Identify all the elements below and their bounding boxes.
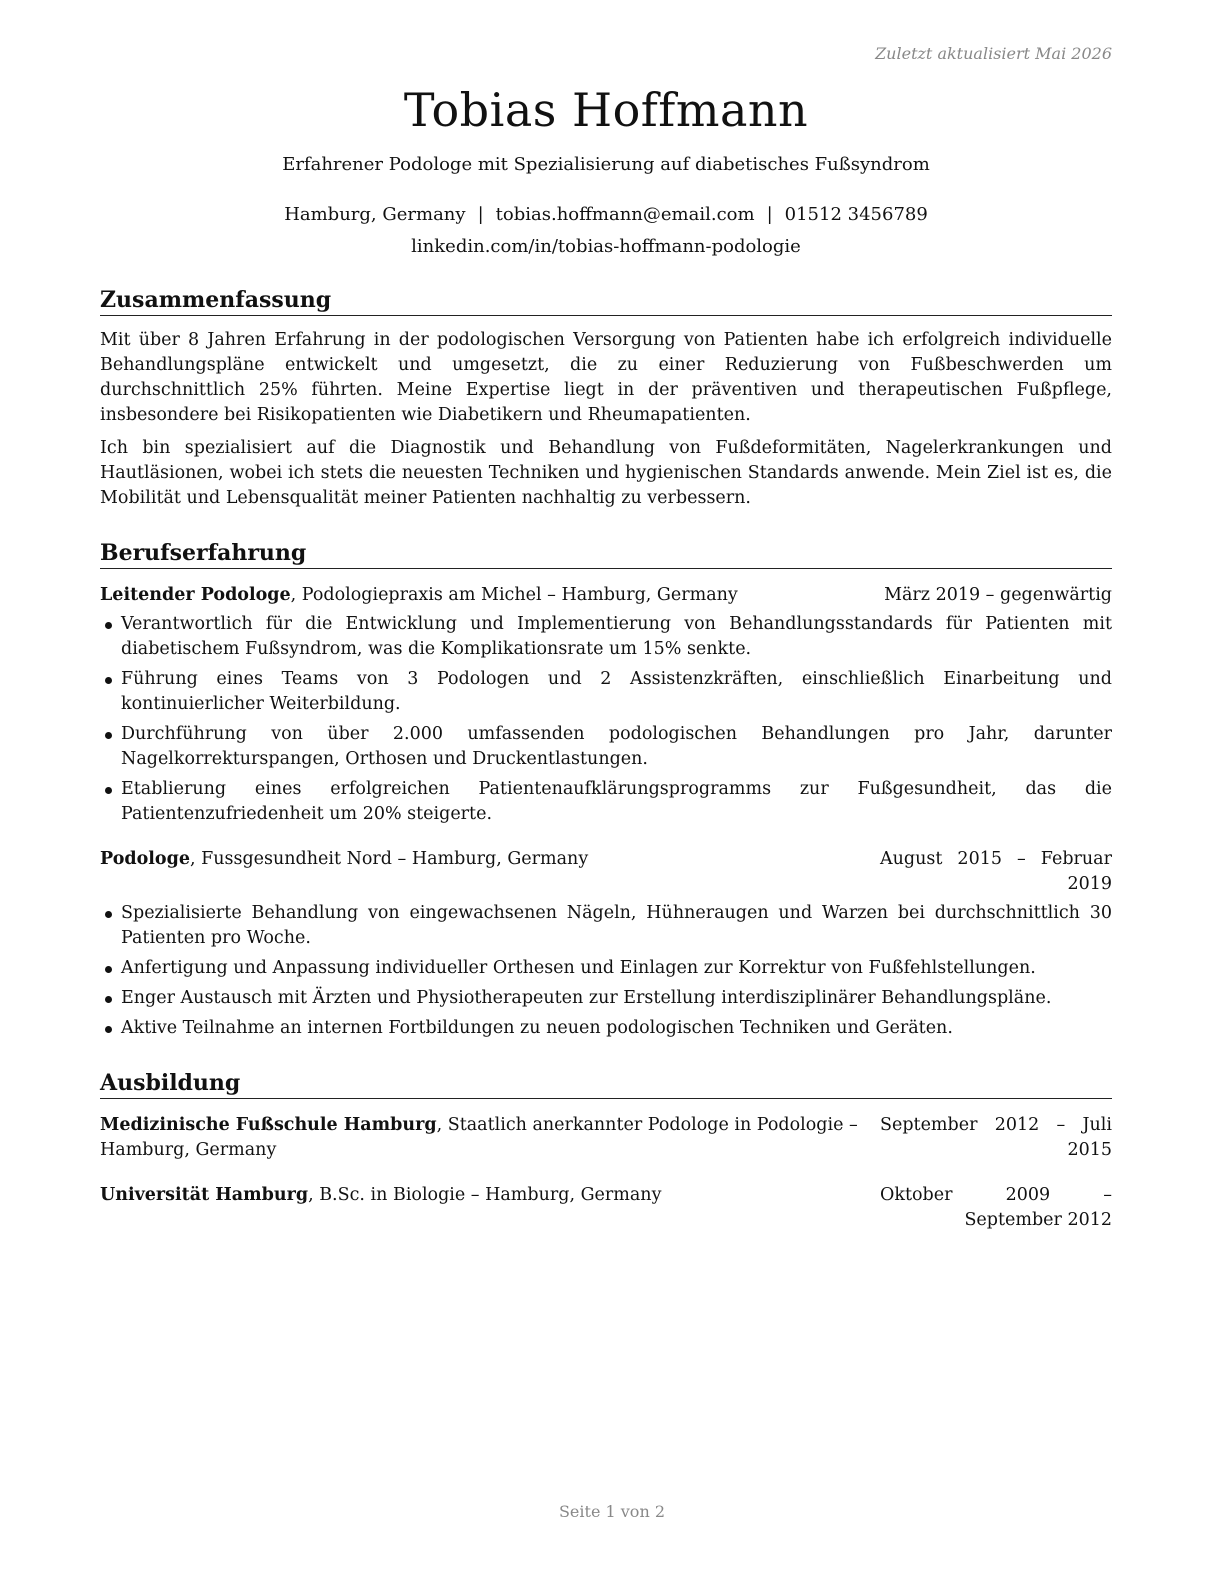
- job-header: [100, 847, 1112, 897]
- list-item: Enger Austausch mit Ärzten und Physiotherapeuten zur Erstellung interdisziplinärer Behandlungspläne.: [100, 986, 1112, 1011]
- education-title-line: [100, 1183, 874, 1233]
- list-item: Etablierung eines erfolgreichen Patientenaufklärungsprogramms zur Fußgesundheit, das die Patientenzufriedenheit um 20% steigerte.: [100, 777, 1112, 827]
- list-item: Spezialisierte Behandlung von eingewachsenen Nägeln, Hühneraugen und Warzen bei durchschnittlich 30 Patienten pro Woche.: [100, 901, 1112, 951]
- job-entry: [100, 847, 1112, 1041]
- education-degree: , B.Sc. in Biologie – Hamburg, Germany: [308, 1185, 662, 1205]
- page-number: Seite 1 von 2: [558, 1502, 666, 1521]
- education-entry: [100, 1183, 1112, 1233]
- education-school: Medizinische Fußschule Hamburg: [100, 1115, 437, 1135]
- education-degree: , Staatlich anerkannter Podologe in Podologie – Hamburg, Germany: [100, 1115, 858, 1160]
- section-heading-experience: Berufserfahrung: [100, 539, 1112, 569]
- job-entry: [100, 583, 1112, 827]
- job-title-line: [100, 583, 878, 608]
- contact-line: [100, 200, 1112, 230]
- summary-paragraph: Ich bin spezialisiert auf die Diagnostik und Behandlung von Fußdeformitäten, Nagelerkrankungen und Hautläsionen, wobei ich stets die neuesten Techniken und hygienischen Standards anwende. Mein Ziel ist es, die Mobilität und Lebensqualität meiner Patienten nachhaltig zu verbessern.: [100, 438, 1112, 508]
- education-title-line: [100, 1113, 874, 1163]
- job-dates: August 2015 – Februar 2019: [880, 849, 1112, 894]
- list-item: Anfertigung und Anpassung individueller Orthesen und Einlagen zur Korrektur von Fußfehlstellungen.: [100, 956, 1112, 981]
- resume-page: [100, 40, 1112, 1233]
- job-bullets: [100, 612, 1112, 827]
- education-header: [100, 1113, 1112, 1163]
- candidate-name: Tobias Hoffmann: [403, 83, 809, 137]
- list-item: Durchführung von über 2.000 umfassenden podologischen Behandlungen pro Jahr, darunter Nagelkorrekturspangen, Orthosen und Druckentlastungen.: [100, 722, 1112, 772]
- contact-email[interactable]: tobias.hoffmann@email.com: [495, 204, 755, 225]
- job-dates: März 2019 – gegenwärtig: [884, 585, 1112, 605]
- contact-location: Hamburg, Germany: [284, 204, 466, 225]
- list-item: Führung eines Teams von 3 Podologen und 2 Assistenzkräften, einschließlich Einarbeitung und kontinuierlicher Weiterbildung.: [100, 667, 1112, 717]
- education-dates: Oktober 2009 – September 2012: [880, 1185, 1112, 1230]
- summary-paragraph: Mit über 8 Jahren Erfahrung in der podologischen Versorgung von Patienten habe ich erfolgreich individuelle Behandlungspläne entwickelt und umgesetzt, die zu einer Reduzierung von Fußbeschwerden um durchschnittlich 25% führten. Meine Expertise liegt in der präventiven und therapeutischen Fußpflege, insbesondere bei Risikopatienten wie Diabetikern und Rheumapatienten.: [100, 330, 1112, 425]
- education-header: [100, 1183, 1112, 1233]
- contact-linkedin[interactable]: linkedin.com/in/tobias-hoffmann-podologie: [411, 236, 801, 257]
- education-dates: September 2012 – Juli 2015: [880, 1115, 1112, 1160]
- job-employer: , Fussgesundheit Nord – Hamburg, Germany: [189, 849, 589, 869]
- job-employer: , Podologiepraxis am Michel – Hamburg, Germany: [290, 585, 738, 605]
- job-header: [100, 583, 1112, 608]
- job-bullets: [100, 901, 1112, 1041]
- section-heading-summary: Zusammenfassung: [100, 286, 1112, 316]
- summary-section: [100, 328, 1112, 511]
- job-title: Podologe: [100, 849, 190, 869]
- job-title: Leitender Podologe: [100, 585, 291, 605]
- list-item: Aktive Teilnahme an internen Fortbildungen zu neuen podologischen Techniken und Geräten.: [100, 1016, 1112, 1041]
- last-updated-note: Zuletzt aktualisiert Mai 2026: [875, 44, 1112, 63]
- contact-separator: |: [766, 204, 773, 225]
- education-school: Universität Hamburg: [100, 1185, 309, 1205]
- education-entry: [100, 1113, 1112, 1163]
- section-heading-education: Ausbildung: [100, 1069, 1112, 1099]
- contact-separator: |: [477, 204, 484, 225]
- candidate-subtitle: Erfahrener Podologe mit Spezialisierung auf diabetisches Fußsyndrom: [282, 154, 930, 175]
- contact-phone[interactable]: 01512 3456789: [784, 204, 928, 225]
- job-title-line: [100, 847, 874, 897]
- list-item: Verantwortlich für die Entwicklung und Implementierung von Behandlungsstandards für Patienten mit diabetischem Fußsyndrom, was die Komplikationsrate um 15% senkte.: [100, 612, 1112, 662]
